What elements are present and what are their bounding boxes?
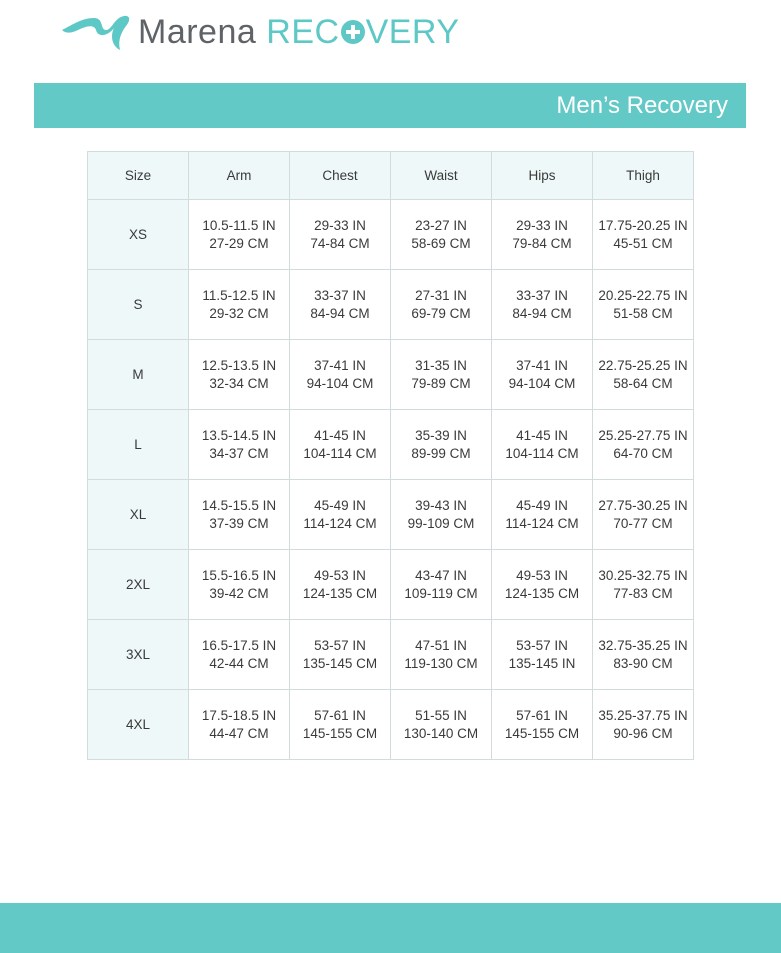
chest-cell (290, 410, 391, 480)
inches-value: 27.75-30.25 IN (598, 497, 688, 513)
centimeters-value: 135-145 CM (302, 655, 378, 671)
inches-value: 13.5-14.5 IN (201, 427, 277, 443)
size-chart-table (87, 151, 694, 760)
inches-value: 53-57 IN (314, 637, 366, 653)
arm-cell (189, 550, 290, 620)
inches-value: 39-43 IN (415, 497, 467, 513)
header-chest: Chest (290, 152, 391, 200)
centimeters-value: 124-135 CM (504, 585, 580, 601)
centimeters-value: 70-77 CM (613, 515, 673, 531)
inches-value: 51-55 IN (415, 707, 467, 723)
centimeters-value: 45-51 CM (613, 235, 673, 251)
inches-value: 35-39 IN (415, 427, 467, 443)
thigh-cell (593, 480, 694, 550)
inches-value: 57-61 IN (314, 707, 366, 723)
medical-cross-icon (341, 20, 365, 44)
header-thigh: Thigh (593, 152, 694, 200)
inches-value: 32.75-35.25 IN (598, 637, 688, 653)
chest-cell (290, 480, 391, 550)
centimeters-value: 27-29 CM (209, 235, 269, 251)
thigh-cell (593, 270, 694, 340)
inches-value: 14.5-15.5 IN (201, 497, 277, 513)
centimeters-value: 104-114 CM (303, 445, 377, 461)
centimeters-value: 114-124 CM (303, 515, 377, 531)
header-arm: Arm (189, 152, 290, 200)
table-row (88, 340, 694, 410)
inches-value: 31-35 IN (415, 357, 467, 373)
size-label: M (88, 340, 189, 410)
hips-cell (492, 200, 593, 270)
inches-value: 41-45 IN (516, 427, 568, 443)
inches-value: 30.25-32.75 IN (598, 567, 688, 583)
arm-cell (189, 480, 290, 550)
inches-value: 33-37 IN (516, 287, 568, 303)
centimeters-value: 42-44 CM (209, 655, 269, 671)
hips-cell (492, 690, 593, 760)
centimeters-value: 89-99 CM (411, 445, 471, 461)
size-label: S (88, 270, 189, 340)
thigh-cell (593, 200, 694, 270)
centimeters-value: 58-64 CM (613, 375, 673, 391)
hips-cell (492, 410, 593, 480)
inches-value: 53-57 IN (516, 637, 568, 653)
centimeters-value: 77-83 CM (613, 585, 673, 601)
hips-cell (492, 620, 593, 690)
inches-value: 49-53 IN (516, 567, 568, 583)
centimeters-value: 29-32 CM (209, 305, 269, 321)
inches-value: 17.5-18.5 IN (201, 707, 277, 723)
inches-value: 12.5-13.5 IN (201, 357, 277, 373)
inches-value: 43-47 IN (415, 567, 467, 583)
thigh-cell (593, 550, 694, 620)
inches-value: 49-53 IN (314, 567, 366, 583)
inches-value: 23-27 IN (415, 217, 467, 233)
waist-cell (391, 480, 492, 550)
waist-cell (391, 410, 492, 480)
arm-cell (189, 200, 290, 270)
inches-value: 57-61 IN (516, 707, 568, 723)
logo-recovery-suffix: VERY (365, 12, 460, 51)
centimeters-value: 90-96 CM (613, 725, 673, 741)
inches-value: 45-49 IN (314, 497, 366, 513)
centimeters-value: 74-84 CM (310, 235, 370, 251)
centimeters-value: 119-130 CM (404, 655, 478, 671)
marena-wave-icon (60, 12, 132, 52)
chest-cell (290, 200, 391, 270)
table-row (88, 200, 694, 270)
inches-value: 45-49 IN (516, 497, 568, 513)
hips-cell (492, 480, 593, 550)
inches-value: 11.5-12.5 IN (202, 287, 276, 303)
centimeters-value: 83-90 CM (613, 655, 673, 671)
size-label: 4XL (88, 690, 189, 760)
inches-value: 33-37 IN (314, 287, 366, 303)
centimeters-value: 114-124 CM (505, 515, 579, 531)
inches-value: 35.25-37.75 IN (598, 707, 688, 723)
hips-cell (492, 340, 593, 410)
chest-cell (290, 270, 391, 340)
inches-value: 17.75-20.25 IN (598, 217, 688, 233)
footer-bar (0, 903, 781, 953)
centimeters-value: 64-70 CM (613, 445, 673, 461)
centimeters-value: 124-135 CM (302, 585, 378, 601)
inches-value: 37-41 IN (314, 357, 366, 373)
waist-cell (391, 340, 492, 410)
chest-cell (290, 690, 391, 760)
centimeters-value: 51-58 CM (613, 305, 673, 321)
table-body (88, 200, 694, 760)
centimeters-value: 34-37 CM (209, 445, 269, 461)
inches-value: 41-45 IN (314, 427, 366, 443)
arm-cell (189, 340, 290, 410)
hips-cell (492, 550, 593, 620)
arm-cell (189, 410, 290, 480)
logo-wordmark (138, 13, 460, 52)
header-size: Size (88, 152, 189, 200)
thigh-cell (593, 340, 694, 410)
centimeters-value: 130-140 CM (403, 725, 479, 741)
header-waist: Waist (391, 152, 492, 200)
size-label: 2XL (88, 550, 189, 620)
table-row (88, 480, 694, 550)
inches-value: 27-31 IN (415, 287, 467, 303)
inches-value: 20.25-22.75 IN (598, 287, 688, 303)
header-hips: Hips (492, 152, 593, 200)
arm-cell (189, 270, 290, 340)
centimeters-value: 145-155 CM (504, 725, 580, 741)
inches-value: 29-33 IN (314, 217, 366, 233)
centimeters-value: 79-89 CM (411, 375, 471, 391)
centimeters-value: 84-94 CM (310, 305, 370, 321)
section-banner (34, 83, 746, 128)
centimeters-value: 84-94 CM (512, 305, 572, 321)
centimeters-value: 79-84 CM (512, 235, 572, 251)
centimeters-value: 58-69 CM (411, 235, 471, 251)
inches-value: 47-51 IN (415, 637, 467, 653)
centimeters-value: 39-42 CM (209, 585, 269, 601)
logo-brand-text: Marena (138, 12, 257, 51)
arm-cell (189, 690, 290, 760)
centimeters-value: 32-34 CM (209, 375, 269, 391)
inches-value: 37-41 IN (516, 357, 568, 373)
arm-cell (189, 620, 290, 690)
waist-cell (391, 690, 492, 760)
table-row (88, 270, 694, 340)
thigh-cell (593, 410, 694, 480)
table-row (88, 410, 694, 480)
chest-cell (290, 550, 391, 620)
size-label: L (88, 410, 189, 480)
table-row (88, 690, 694, 760)
centimeters-value: 94-104 CM (306, 375, 374, 391)
centimeters-value: 44-47 CM (209, 725, 269, 741)
inches-value: 16.5-17.5 IN (201, 637, 277, 653)
thigh-cell (593, 620, 694, 690)
thigh-cell (593, 690, 694, 760)
logo-recovery-text (266, 13, 459, 52)
hips-cell (492, 270, 593, 340)
inches-value: 25.25-27.75 IN (598, 427, 688, 443)
centimeters-value: 145-155 CM (302, 725, 378, 741)
banner-title: Men’s Recovery (556, 91, 728, 119)
waist-cell (391, 620, 492, 690)
centimeters-value: 135-145 IN (508, 655, 576, 671)
centimeters-value: 94-104 CM (508, 375, 576, 391)
marena-recovery-logo (60, 10, 460, 54)
inches-value: 29-33 IN (516, 217, 568, 233)
size-label: XL (88, 480, 189, 550)
centimeters-value: 104-114 CM (505, 445, 579, 461)
inches-value: 10.5-11.5 IN (202, 217, 276, 233)
inches-value: 15.5-16.5 IN (201, 567, 277, 583)
centimeters-value: 109-119 CM (404, 585, 478, 601)
waist-cell (391, 200, 492, 270)
logo-recovery-prefix: REC (266, 12, 340, 51)
centimeters-value: 37-39 CM (209, 515, 269, 531)
centimeters-value: 69-79 CM (411, 305, 471, 321)
inches-value: 22.75-25.25 IN (598, 357, 688, 373)
chest-cell (290, 340, 391, 410)
waist-cell (391, 270, 492, 340)
table-row (88, 620, 694, 690)
table-row (88, 550, 694, 620)
waist-cell (391, 550, 492, 620)
centimeters-value: 99-109 CM (407, 515, 475, 531)
chest-cell (290, 620, 391, 690)
size-label: 3XL (88, 620, 189, 690)
size-label: XS (88, 200, 189, 270)
table-header-row (88, 152, 694, 200)
